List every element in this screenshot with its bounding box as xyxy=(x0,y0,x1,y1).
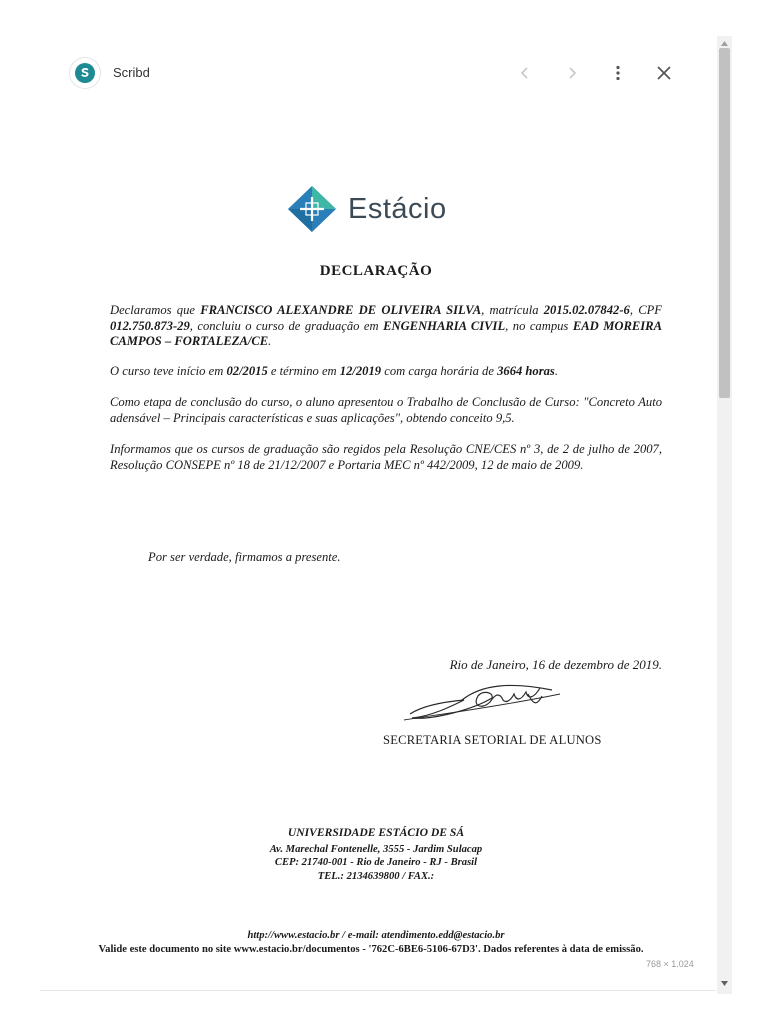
previous-button[interactable] xyxy=(513,61,537,85)
closing-statement: Por ser verdade, firmamos a presente. xyxy=(148,550,341,564)
footer-tel: TEL.: 2134639800 / FAX.: xyxy=(317,870,435,882)
chevron-right-icon xyxy=(565,66,579,80)
footer-web-email: http://www.estacio.br / e-mail: atendimento.edd@estacio.br xyxy=(247,930,505,941)
campus-name: EAD MOREIRA CAMPOS – FORTALEZA/CE xyxy=(110,318,662,348)
paragraph-regulations: Informamos que os cursos de graduação são regidos pela Resolução CNE/CES nº 3, de 2 de julho de 2007, Resolução CONSEPE nº 18 de 21/12/2007 e Portaria MEC nº 442/2009, 12 de maio de 2009. xyxy=(110,442,662,472)
footer-address: Av. Marechal Fontenelle, 3555 - Jardim Sulacap xyxy=(269,843,483,855)
app-name: Scribd xyxy=(113,65,150,80)
footer-address-block xyxy=(0,826,752,883)
footer-validation: Valide este documento no site www.estacio.br/documentos - '762C-6BE6-5106-67D3'. Dados referentes à data de emissão. xyxy=(98,944,644,955)
start-date: 02/2015 xyxy=(226,364,268,378)
paragraph-tcc: Como etapa de conclusão do curso, o aluno apresentou o Trabalho de Conclusão de Curso: "Concreto Auto adensável – Principais características e suas aplicações", obtendo conceito 9,5. xyxy=(110,395,662,425)
close-button[interactable] xyxy=(652,61,676,85)
paragraph-course-dates: O curso teve início em 02/2015 e término em 12/2019 com carga horária de 3664 horas. xyxy=(110,364,558,378)
estacio-logo-icon xyxy=(286,184,338,234)
paragraph-declaration: Declaramos que FRANCISCO ALEXANDRE DE OLIVEIRA SILVA, matrícula 2015.02.07842-6, CPF 012.750.873-29, concluiu o curso de graduação em ENGENHARIA CIVIL, no campus EAD MOREIRA CAMPOS – FORTALEZA/CE. xyxy=(110,303,662,348)
cpf: 012.750.873-29 xyxy=(110,318,190,333)
place-date: Rio de Janeiro, 16 de dezembro de 2019. xyxy=(449,657,662,672)
matricula: 2015.02.07842-6 xyxy=(543,303,630,317)
end-date: 12/2019 xyxy=(339,364,382,378)
workload: 3664 horas xyxy=(497,364,555,378)
image-dimensions: 768 × 1.024 xyxy=(646,959,694,969)
estacio-logo xyxy=(286,184,447,234)
next-button[interactable] xyxy=(560,61,584,85)
scribd-logo-icon[interactable] xyxy=(70,58,100,88)
close-icon xyxy=(656,65,672,81)
student-name: FRANCISCO ALEXANDRE DE OLIVEIRA SILVA xyxy=(200,303,482,317)
scrollbar-thumb[interactable] xyxy=(719,48,730,398)
signatory: SECRETARIA SETORIAL DE ALUNOS xyxy=(383,733,602,747)
footer-cep: CEP: 21740-001 - Rio de Janeiro - RJ - Brasil xyxy=(274,857,478,868)
scroll-down-icon[interactable] xyxy=(719,978,730,989)
more-options-button[interactable] xyxy=(606,61,630,85)
divider xyxy=(40,990,716,991)
viewer-header xyxy=(0,0,716,110)
logo-wordmark: Estácio xyxy=(348,192,447,225)
course-name: ENGENHARIA CIVIL xyxy=(383,318,506,333)
chevron-left-icon xyxy=(518,66,532,80)
signature-image xyxy=(402,676,562,724)
more-vertical-icon xyxy=(611,65,625,81)
document-title: DECLARAÇÃO xyxy=(319,263,433,279)
footer-university: UNIVERSIDADE ESTÁCIO DE SÁ xyxy=(287,826,465,839)
